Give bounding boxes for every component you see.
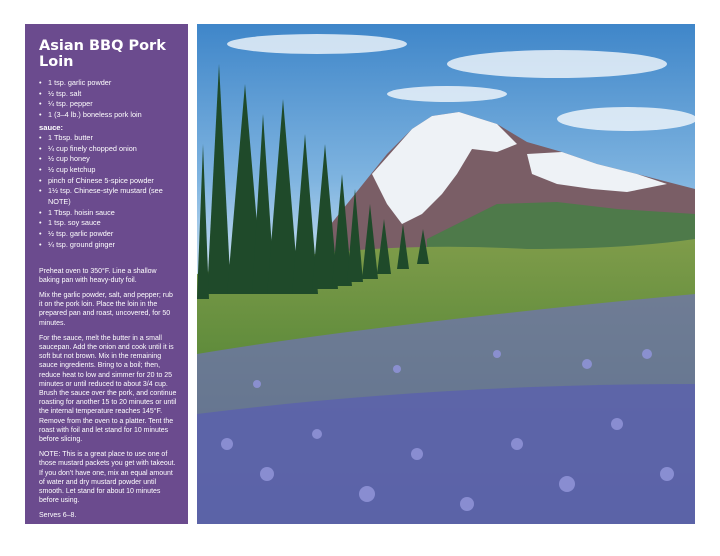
- sauce-ingredient-item: • ½ cup honey: [39, 154, 178, 165]
- sauce-ingredient-item: • ¼ cup finely chopped onion: [39, 144, 178, 155]
- recipe-panel: [25, 24, 188, 524]
- landscape-illustration: [197, 24, 695, 524]
- sauce-ingredient-item: • ¼ tsp. ground ginger: [39, 240, 178, 251]
- recipe-title: Asian BBQ Pork Loin: [39, 38, 166, 70]
- mountain-meadow-photo: [197, 24, 695, 524]
- ingredient-item: • ¼ tsp. pepper: [39, 99, 178, 110]
- servings: Serves 6–8.: [39, 512, 77, 520]
- sauce-ingredient-item: • 1 tsp. soy sauce: [39, 218, 178, 229]
- sauce-ingredient-item: • ½ tsp. garlic powder: [39, 229, 178, 240]
- sauce-heading: sauce:: [39, 122, 64, 132]
- ingredient-item: • 1 (3–4 lb.) boneless pork loin: [39, 110, 178, 121]
- sauce-ingredient-item: • 1 Tbsp. hoisin sauce: [39, 208, 178, 219]
- sauce-ingredient-item: • 1 Tbsp. butter: [39, 133, 178, 144]
- ingredient-item: • 1 tsp. garlic powder: [39, 78, 178, 89]
- recipe-note: NOTE: This is a great place to use one of those mustard packets you get with takeout. If you don’t have one, mix an equal amount of water and dry mustard powder until smooth. Let stand for about 10 minutes before using.: [39, 451, 176, 505]
- sauce-ingredient-item: • ½ cup ketchup: [39, 165, 178, 176]
- directions: [39, 267, 178, 521]
- ingredient-list: [39, 78, 178, 121]
- direction-step: For the sauce, melt the butter in a small saucepan. Add the onion and cook until it is soft but not brown. Mix in the remaining sauce ingredients. Bring to a boil; then, reduce heat to low and simmer for 20 to 25 minutes or until reduced to about 3/4 cup. Brush the sauce over the pork, and continue roasting for another 15 to 20 minutes or until the internal temperature reaches 145°F. Remove from the oven to a platter. Tent the roast with foil and let stand for 10 minutes before slicing.: [39, 334, 177, 443]
- sauce-ingredient-list: [39, 133, 178, 251]
- direction-step: Preheat oven to 350°F. Line a shallow baking pan with heavy-duty foil.: [39, 267, 157, 284]
- sauce-ingredient-item: • 1½ tsp. Chinese-style mustard (see NOTE): [39, 186, 178, 207]
- direction-step: Mix the garlic powder, salt, and pepper; rub it on the pork loin. Place the loin in the prepared pan and roast, uncovered, for 50 minutes.: [39, 291, 173, 327]
- sauce-ingredient-item: • pinch of Chinese 5-spice powder: [39, 176, 178, 187]
- ingredient-item: • ½ tsp. salt: [39, 89, 178, 100]
